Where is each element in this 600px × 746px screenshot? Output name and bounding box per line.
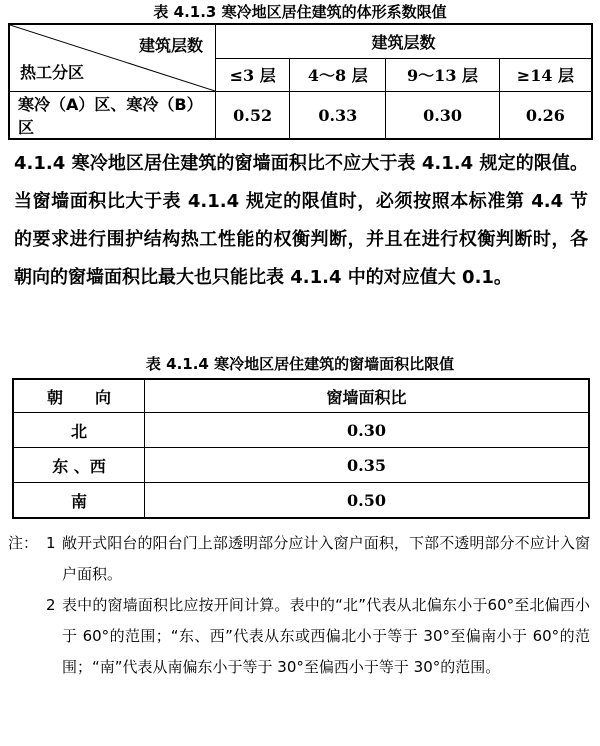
- notes-section: [8, 528, 590, 683]
- note-item: [8, 528, 590, 590]
- column-header: ≥14 层: [499, 58, 592, 92]
- note-text: 表中的窗墙面积比应按开间计算。表中的“北”代表从北偏东小于60°至北偏西小于 60°的范围；“东、西”代表从东或西偏北小于等于 30°至偏南小于 60°的范围；“南”代表从南偏东小于等于 30°至偏西小于等于 30°的范围。: [62, 596, 590, 676]
- table-4-1-3-caption: 表 4.1.3 寒冷地区居住建筑的体形系数限值: [153, 3, 447, 21]
- note-number: 1: [46, 534, 56, 552]
- column-header: ≤3 层: [216, 58, 290, 92]
- column-header: 4～8 层: [290, 58, 386, 92]
- orientation-cell: 南: [13, 483, 145, 519]
- clause-4-1-4-paragraph: 4.1.4 寒冷地区居住建筑的窗墙面积比不应大于表 4.1.4 规定的限值。当窗墙面积比大于表 4.1.4 规定的限值时，必须按照本标准第 4.4 节的要求进行围护结构热工性能的权衡判断，并且在进行权衡判断时，各朝向的窗墙面积比最大也只能比表 4.1.4 中的对应值大 0.1。: [14, 153, 588, 288]
- orientation-header: 朝 向: [13, 379, 145, 413]
- orientation-cell: 北: [13, 413, 145, 448]
- table-row: [13, 448, 589, 483]
- ratio-cell: 0.50: [145, 483, 590, 519]
- table-cell: 0.33: [290, 92, 386, 140]
- note-number: 2: [46, 596, 56, 614]
- table-row: [9, 92, 592, 140]
- ratio-cell: 0.30: [145, 413, 590, 448]
- column-header: 9～13 层: [386, 58, 500, 92]
- shape-coefficient-table: [8, 23, 593, 140]
- table-cell: 0.30: [386, 92, 500, 140]
- climate-zone-header: 热工分区: [20, 63, 85, 82]
- floors-group-header: 建筑层数: [216, 24, 593, 58]
- ratio-cell: 0.35: [145, 448, 590, 483]
- table-row: [13, 483, 589, 519]
- row-label: 寒冷（A）区、寒冷（B）区: [9, 92, 216, 140]
- note-text: 敞开式阳台的阳台门上部透明部分应计入窗户面积，下部不透明部分不应计入窗户面积。: [62, 534, 590, 583]
- table-row: [13, 413, 589, 448]
- diagonal-header-cell: [9, 24, 216, 92]
- floors-header: 建筑层数: [138, 36, 203, 55]
- note-item: [8, 590, 590, 683]
- window-wall-ratio-table: [12, 378, 590, 519]
- ratio-header: 窗墙面积比: [145, 379, 590, 413]
- table-4-1-4-caption: 表 4.1.4 寒冷地区居住建筑的窗墙面积比限值: [145, 355, 455, 373]
- table-cell: 0.26: [499, 92, 592, 140]
- orientation-cell: 东 、西: [13, 448, 145, 483]
- notes-lead: 注：: [8, 534, 39, 552]
- table-cell: 0.52: [216, 92, 290, 140]
